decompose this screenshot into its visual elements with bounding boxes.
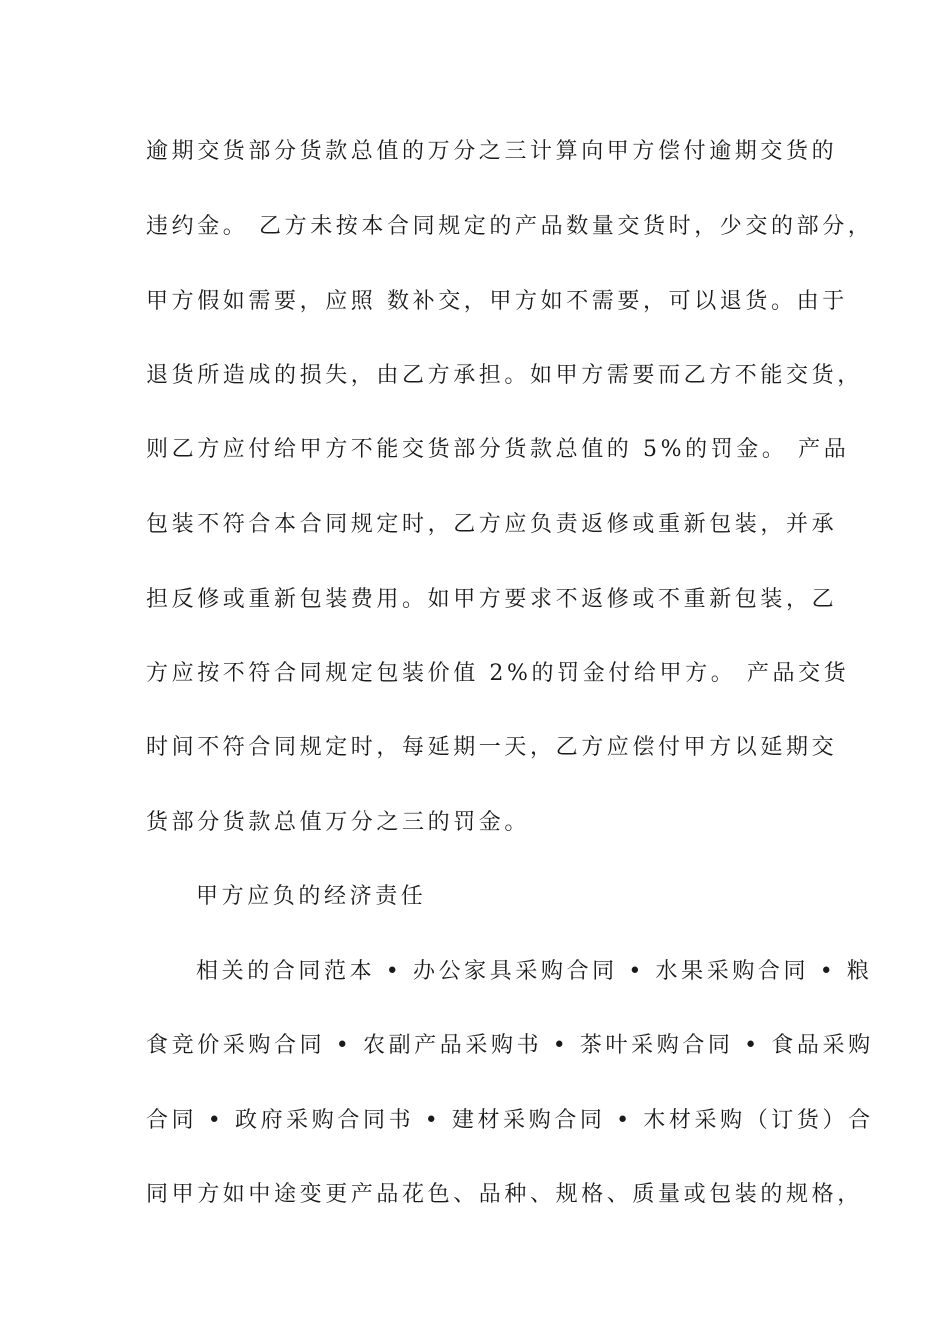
- paragraph-line-10: 货部分货款总值万分之三的罚金。: [146, 810, 531, 835]
- paragraph-line-9: 时间不符合同规定时，每延期一天，乙方应偿付甲方以延期交: [146, 735, 838, 760]
- related-line-3: 合同 • 政府采购合同书 • 建材采购合同 • 木材采购（订货）合: [146, 1108, 874, 1133]
- paragraph-line-4: 退货所造成的损失，由乙方承担。如甲方需要而乙方不能交货，: [146, 363, 863, 388]
- section-heading: 甲方应负的经济责任: [196, 884, 427, 909]
- paragraph-line-3: 甲方假如需要，应照 数补交，甲方如不需要，可以退货。由于: [146, 289, 848, 314]
- paragraph-line-6: 包装不符合本合同规定时，乙方应负责返修或重新包装，并承: [146, 512, 838, 537]
- related-line-1: 相关的合同范本 • 办公家具采购合同 • 水果采购合同 • 粮: [196, 959, 873, 984]
- paragraph-line-8: 方应按不符合同规定包装价值 2%的罚金付给甲方。 产品交货: [146, 661, 850, 686]
- paragraph-line-5: 则乙方应付给甲方不能交货部分货款总值的 5%的罚金。 产品: [146, 437, 850, 462]
- paragraph-line-1: 逾期交货部分货款总值的万分之三计算向甲方偿付逾期交货的: [146, 139, 838, 164]
- related-line-2: 食竞价采购合同 • 农副产品采购书 • 茶叶采购合同 • 食品采购: [146, 1033, 874, 1058]
- paragraph-line-7: 担反修或重新包装费用。如甲方要求不返修或不重新包装，乙: [146, 587, 838, 612]
- paragraph-line-2: 违约金。 乙方未按本合同规定的产品数量交货时，少交的部分，: [146, 214, 874, 239]
- related-line-4: 同甲方如中途变更产品花色、品种、规格、质量或包装的规格，: [146, 1182, 863, 1207]
